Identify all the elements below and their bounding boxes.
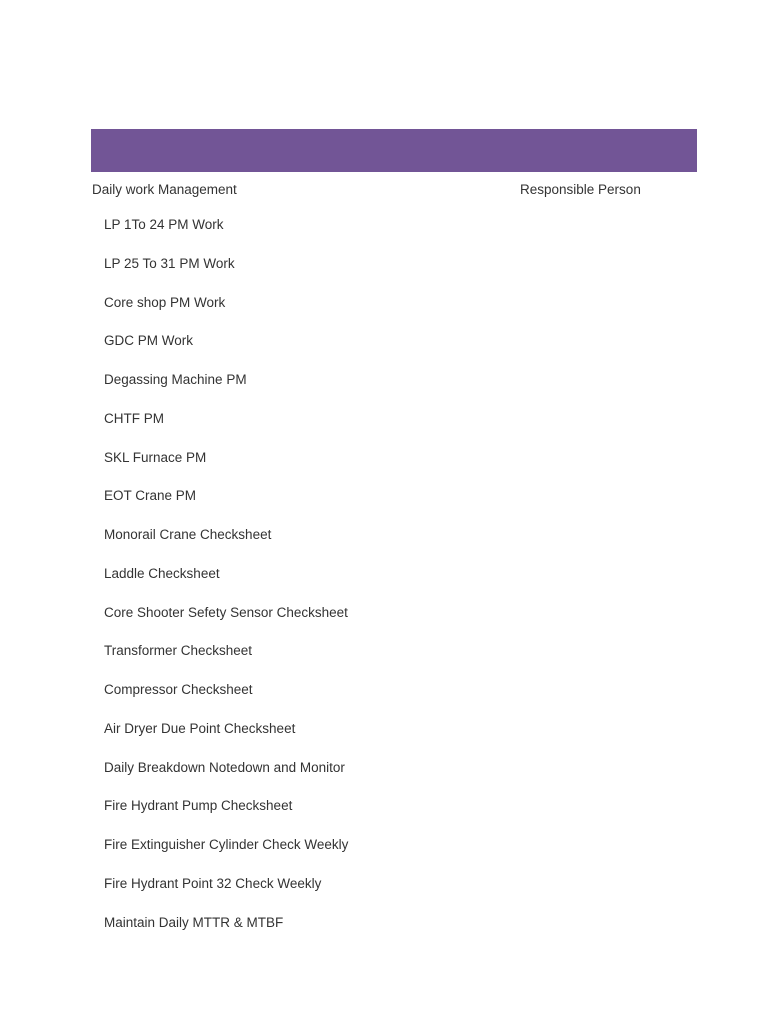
task-item: Daily Breakdown Notedown and Monitor: [104, 759, 345, 775]
task-item: Air Dryer Due Point Checksheet: [104, 720, 296, 736]
task-item: Core Shooter Sefety Sensor Checksheet: [104, 604, 348, 620]
task-item: Core shop PM Work: [104, 294, 226, 310]
task-item: SKL Furnace PM: [104, 449, 207, 465]
task-item: LP 1To 24 PM Work: [104, 217, 224, 232]
column-header-responsible-person: Responsible Person: [520, 182, 641, 197]
task-item: Fire Hydrant Point 32 Check Weekly: [104, 875, 322, 891]
task-item: Compressor Checksheet: [104, 682, 253, 697]
task-list: [104, 216, 348, 952]
task-item: Monorail Crane Checksheet: [104, 527, 272, 542]
task-item: Maintain Daily MTTR & MTBF: [104, 914, 284, 930]
task-item: Transformer Checksheet: [104, 643, 253, 659]
task-item: Fire Extinguisher Cylinder Check Weekly: [104, 837, 349, 852]
task-item: EOT Crane PM: [104, 488, 197, 504]
table-header-bar: [91, 129, 697, 172]
task-item: Fire Hydrant Pump Checksheet: [104, 798, 293, 814]
task-item: GDC PM Work: [104, 333, 194, 349]
task-item: Degassing Machine PM: [104, 372, 247, 387]
task-item: Laddle Checksheet: [104, 565, 220, 581]
task-item: CHTF PM: [104, 410, 164, 426]
column-header-daily-work-management: Daily work Management: [92, 182, 237, 197]
task-item: LP 25 To 31 PM Work: [104, 255, 235, 271]
